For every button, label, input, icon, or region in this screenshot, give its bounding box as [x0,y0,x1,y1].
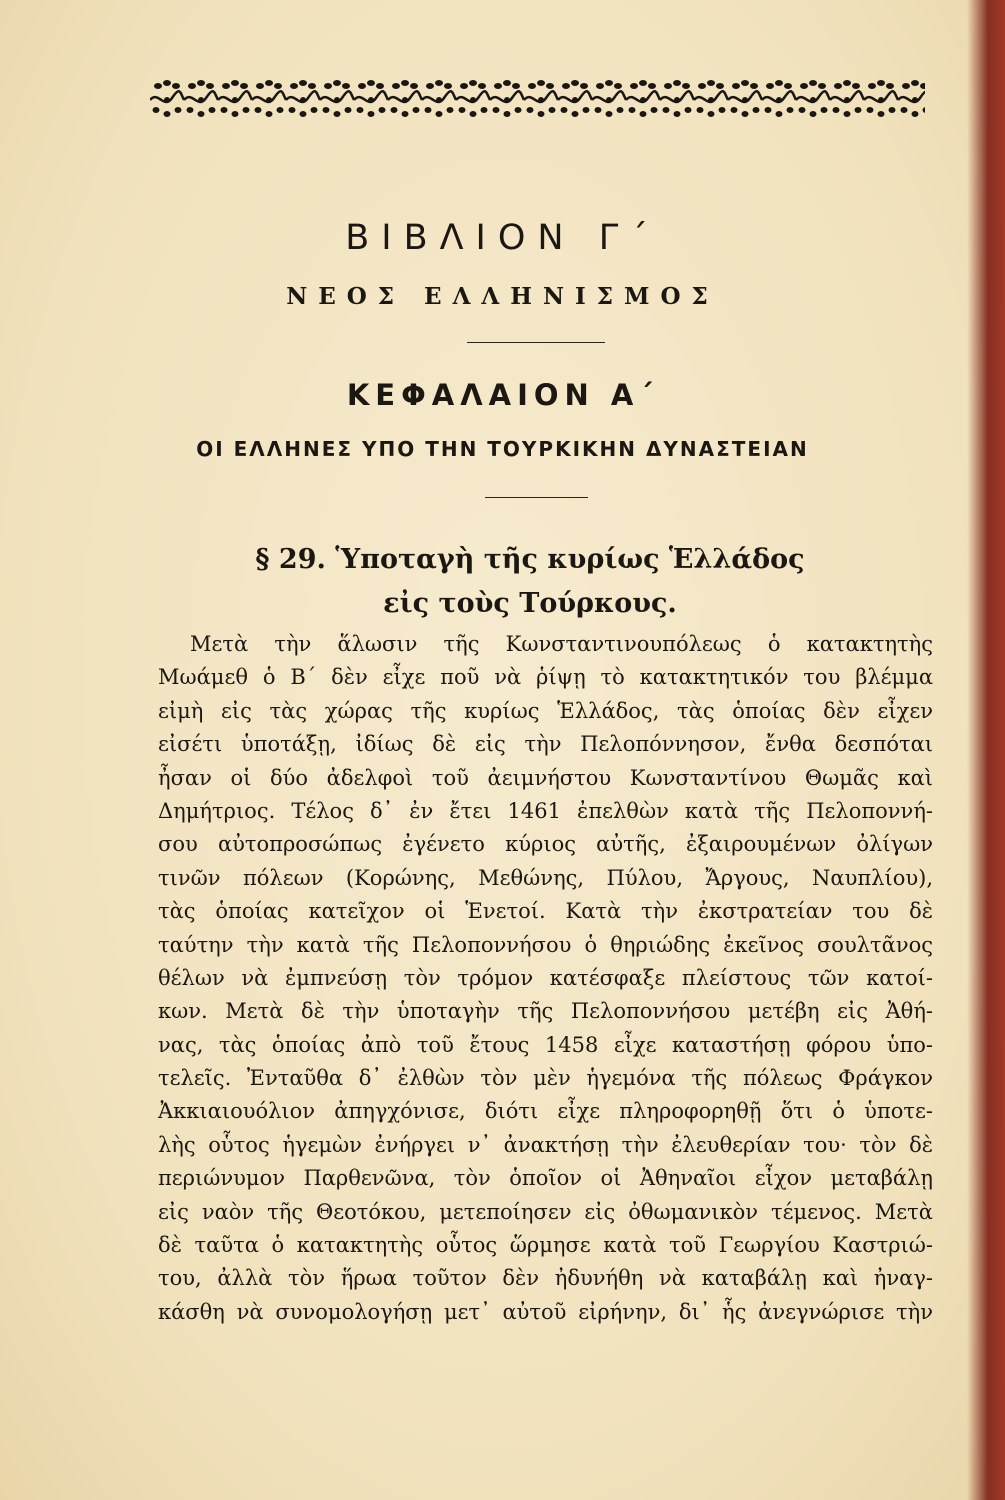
body-line: κάσθη νὰ συνομολογήσῃ μετ᾽ αὐτοῦ εἰρήνην, δι᾽ ἧς ἀνεγνώρισε τὴν [158,1299,933,1324]
body-line: εἰμὴ εἰς τὰς χώρας τῆς κυρίως Ἑλλάδος, τὰς ὁποίας δὲν εἶχεν [158,698,933,723]
body-line: ταύτην τὴν κατὰ τῆς Πελοποννήσου ὁ θηριώδης ἐκεῖνος σουλτᾶνος [158,932,933,957]
body-line: σου αὐτοπροσώπως ἐγένετο κύριος αὐτῆς, ἐξαιρουμένων ὀλίγων [158,832,933,857]
body-line: θέλων νὰ ἐμπνεύσῃ τὸν τρόμον κατέσφαξε πλείστους τῶν κατοί- [158,965,933,990]
book-subtitle: ΝΕΟΣ ΕΛΛΗΝΙΣΜΟΣ [286,283,719,310]
divider-rule [485,497,588,498]
body-line: του, ἀλλὰ τὸν ἥρωα τοῦτον δὲν ἠδυνήθη νὰ καταβάλῃ καὶ ἠναγ- [158,1266,933,1291]
body-line: Μετὰ τὴν ἅλωσιν τῆς Κωνσταντινουπόλεως ὁ κατακτητὴς [190,632,933,656]
section-heading [180,538,880,626]
body-line: τελεῖς. Ἐνταῦθα δ᾽ ἐλθὼν τὸν μὲν ἡγεμόνα τῆς πόλεως Φράγκον [158,1066,933,1091]
section-heading-line: εἰς τοὺς Τούρκους. [383,588,677,619]
body-text [158,628,933,1329]
book-title: ΒΙΒΛΙΟΝ Γ΄ [345,218,660,258]
body-line: τὰς ὁποίας κατεῖχον οἱ Ἑνετοί. Κατὰ τὴν ἐκστρατείαν του δὲ [158,899,933,924]
body-line: νας, τὰς ὁποίας ἀπὸ τοῦ ἔτους 1458 εἶχε καταστήσῃ φόρου ὑπο- [158,1032,933,1057]
body-line: εἰς ναὸν τῆς Θεοτόκου, μετεποίησεν εἰς ὀθωμανικὸν τέμενος. Μετὰ [158,1199,933,1224]
body-line: λὴς οὗτος ἡγεμὼν ἐνήργει ν᾽ ἀνακτήσῃ τὴν ἐλευθερίαν του· τὸν δὲ [158,1132,933,1157]
body-line: περιώνυμον Παρθενῶνα, τὸν ὁποῖον οἱ Ἀθηναῖοι εἶχον μεταβάλῃ [158,1166,933,1191]
chapter-subtitle: ΟΙ ΕΛΛΗΝΕΣ ΥΠΟ ΤΗΝ ΤΟΥΡΚΙΚΗΝ ΔΥΝΑΣΤΕΙΑΝ [196,437,809,461]
body-line: ἦσαν οἱ δύο ἀδελφοὶ τοῦ ἀειμνήστου Κωνσταντίνου Θωμᾶς καὶ [158,765,933,790]
body-line: Ἀκκιαιουόλιον ἀπηγχόνισε, διότι εἶχε πληροφορηθῇ ὅτι ὁ ὑποτε- [158,1099,933,1124]
divider-rule [467,342,605,343]
floral-ornament-icon [150,78,925,120]
body-line: Δημήτριος. Τέλος δ᾽ ἐν ἔτει 1461 ἐπελθὼν κατὰ τῆς Πελοποννή- [158,798,933,823]
body-line: Μωάμεθ ὁ Β΄ δὲν εἶχε ποῦ νὰ ῥίψῃ τὸ κατακτητικόν του βλέμμα [158,665,933,690]
body-line: εἰσέτι ὑποτάξῃ, ἰδίως δὲ εἰς τὴν Πελοπόννησον, ἔνθα δεσπόται [158,732,933,757]
chapter-title: ΚΕΦΑΛΑΙΟΝ Α΄ [346,378,659,412]
body-line: τινῶν πόλεων (Κορώνης, Μεθώνης, Πύλου, Ἄργους, Ναυπλίου), [158,865,933,890]
body-line: δὲ ταῦτα ὁ κατακτητὴς οὗτος ὥρμησε κατὰ τοῦ Γεωργίου Καστριώ- [158,1233,933,1258]
section-heading-line: § 29. Ὑποταγὴ τῆς κυρίως Ἑλλάδος [255,544,805,575]
body-line: κων. Μετὰ δὲ τὴν ὑποταγὴν τῆς Πελοποννήσου μετέβη εἰς Ἀθή- [158,999,933,1024]
